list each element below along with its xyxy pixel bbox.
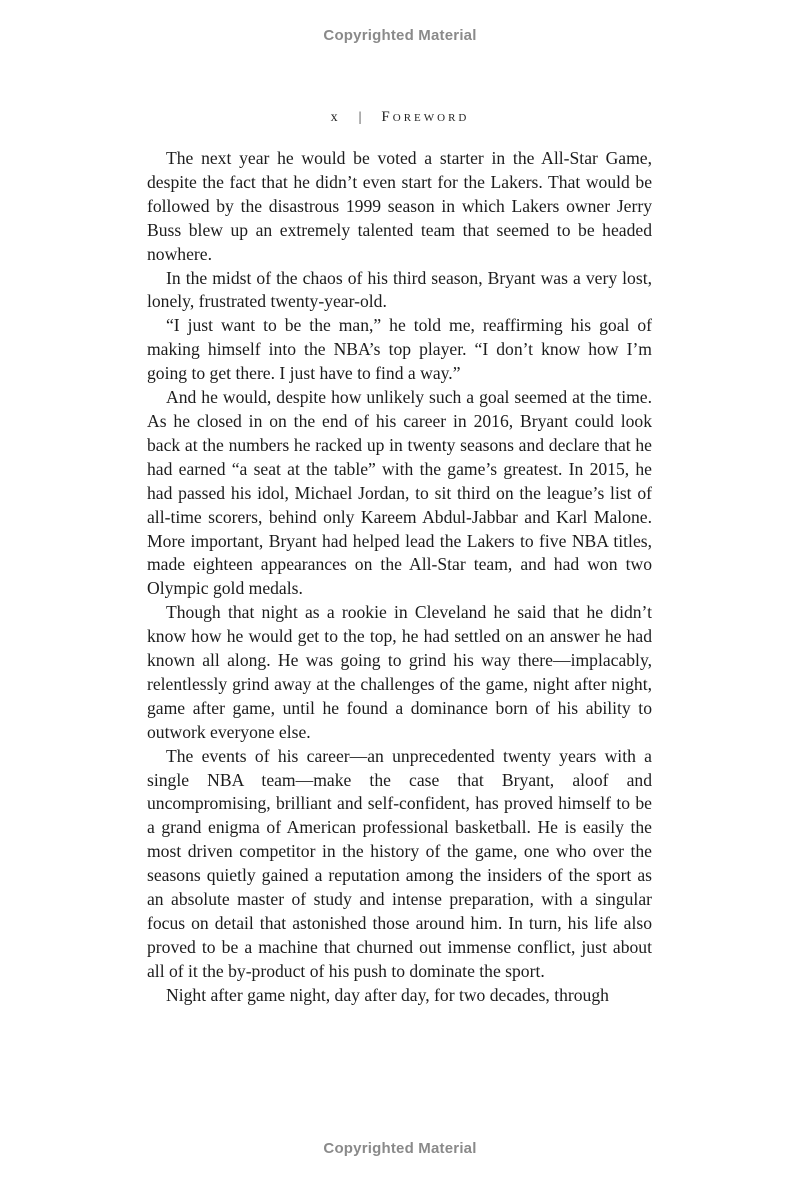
paragraph: In the midst of the chaos of his third season, Bryant was a very lost, lonely, frustrated twenty-year-old.: [147, 267, 652, 312]
paragraph: Though that night as a rookie in Cleveland he said that he didn’t know how he would get to the top, he had settled on an answer he had known all along. He was going to grind his way there—implacably, relentlessly grind away at the challenges of the game, night after night, game after game, until he found a dominance born of his ability to outwork everyone else.: [147, 602, 652, 742]
running-head-separator: |: [358, 110, 362, 125]
chapter-title: Foreword: [381, 109, 470, 125]
page-number: x: [330, 110, 339, 125]
copyright-watermark-bottom: Copyrighted Material: [323, 1140, 477, 1157]
paragraph: Night after game night, day after day, for two decades, through: [166, 984, 609, 1005]
running-head: [0, 109, 800, 126]
paragraph: “I just want to be the man,” he told me, reaffirming his goal of making himself into the NBA’s top player. “I don’t know how I’m going to get there. I just have to find a way.”: [147, 315, 652, 384]
paragraph: And he would, despite how unlikely such a goal seemed at the time. As he closed in on the end of his career in 2016, Bryant could look back at the numbers he racked up in twenty seasons and declare that he had earned “a seat at the table” with the game’s greatest. In 2015, he had passed his idol, Michael Jordan, to sit third on the league’s list of all-time scorers, behind only Kareem Abdul-Jabbar and Karl Malone. More important, Bryant had helped lead the Lakers to five NBA titles, made eighteen appearances on the All-Star team, and had won two Olympic gold medals.: [147, 387, 652, 599]
body-text: [147, 147, 652, 1008]
paragraph: The events of his career—an unprecedented twenty years with a single NBA team—make the case that Bryant, aloof and uncompromising, brilliant and self-confident, has proved himself to be a grand enigma of American professional basketball. He is easily the most driven competitor in the history of the game, one who over the seasons quietly gained a reputation among the insiders of the sport as an absolute master of study and intense preparation, with a singular focus on detail that astonished those around him. In turn, his life also proved to be a machine that churned out immense conflict, just about all of it the by-product of his push to dominate the sport.: [147, 745, 652, 981]
paragraph: The next year he would be voted a starter in the All-Star Game, despite the fact that he didn’t even start for the Lakers. That would be followed by the disastrous 1999 season in which Lakers owner Jerry Buss blew up an extremely talented team that seemed to be headed nowhere.: [147, 148, 652, 264]
copyright-watermark-top: Copyrighted Material: [323, 27, 477, 44]
